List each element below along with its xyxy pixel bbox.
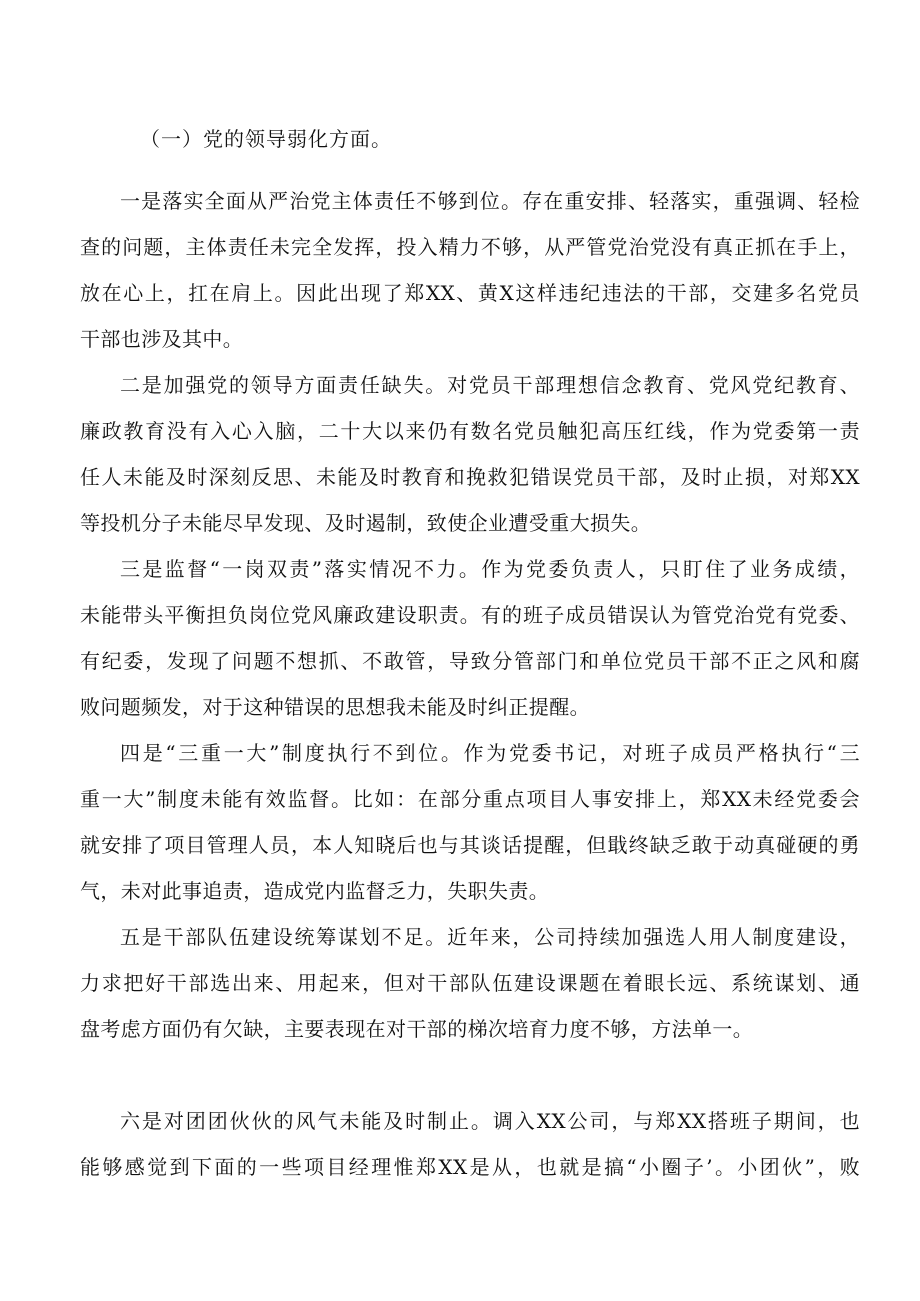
paragraph-5 bbox=[80, 914, 860, 1052]
paragraph-line: 四是“三重一大”制度执行不到位。作为党委书记，对班子成员严格执行“三 bbox=[120, 741, 860, 765]
paragraph-line: 未能带头平衡担负岗位党风廉政建设职责。有的班子成员错误认为管党治党有党委、 bbox=[80, 603, 860, 627]
paragraph-line: 放在心上，扛在肩上。因此出现了郑XX、黄X这样违纪违法的干部，交建多名党员 bbox=[80, 281, 860, 305]
paragraph-line: 一是落实全面从严治党主体责任不够到位。存在重安排、轻落实，重强调、轻检 bbox=[120, 189, 860, 213]
paragraph-line: 力求把好干部选出来、用起来，但对干部队伍建设课题在着眼长远、系统谋划、通 bbox=[80, 971, 860, 995]
paragraph-line: 败问题频发，对于这种错误的思想我未能及时纠正提醒。 bbox=[80, 695, 590, 719]
paragraph-line: 三是监督“一岗双责”落实情况不力。作为党委负责人，只盯住了业务成绩， bbox=[120, 557, 860, 581]
paragraph-line: 盘考虑方面仍有欠缺，主要表现在对干部的梯次培育力度不够，方法单一。 bbox=[80, 1017, 754, 1041]
paragraph-line: 六是对团团伙伙的风气未能及时制止。调入XX公司，与郑XX搭班子期间，也 bbox=[120, 1109, 860, 1133]
paragraph-line: 廉政教育没有入心入脑，二十大以来仍有数名党员触犯高压红线，作为党委第一责 bbox=[80, 419, 860, 443]
paragraph-line: 气，未对此事追责，造成党内监督乏力，失职失责。 bbox=[80, 879, 550, 903]
paragraph-line: 能够感觉到下面的一些项目经理惟郑XX是从，也就是搞“小圈子’。小团伙”，败 bbox=[80, 1155, 860, 1179]
paragraph-4 bbox=[80, 730, 860, 914]
paragraph-line: 五是干部队伍建设统筹谋划不足。近年来，公司持续加强选人用人制度建设， bbox=[120, 925, 860, 949]
paragraph-line: 重一大”制度未能有效监督。比如：在部分重点项目人事安排上，郑XX未经党委会 bbox=[80, 787, 860, 811]
paragraph-line: 就安排了项目管理人员，本人知晓后也与其谈话提醒，但戢终缺乏敢于动真碰硬的勇 bbox=[80, 833, 860, 857]
paragraph-line: 二是加强党的领导方面责任缺失。对党员干部理想信念教育、党风党纪教育、 bbox=[120, 373, 860, 397]
paragraph-line: 有纪委，发现了问题不想抓、不敢管，导致分管部门和单位党员干部不正之风和腐 bbox=[80, 649, 860, 673]
paragraph-1 bbox=[80, 178, 860, 362]
section-heading: （一）党的领导弱化方面。 bbox=[140, 127, 392, 151]
paragraph-2 bbox=[80, 362, 860, 546]
paragraph-line: 任人未能及时深刻反思、未能及时教育和挽救犯错误党员干部，及时止损，对郑XX bbox=[80, 465, 860, 489]
paragraph-3 bbox=[80, 546, 860, 730]
paragraph-line: 查的问题，主体责任未完全发挥，投入精力不够，从严管党治党没有真正抓在手上， bbox=[80, 235, 860, 259]
paragraph-6 bbox=[80, 1098, 860, 1190]
paragraph-line: 干部也涉及其中。 bbox=[80, 327, 244, 351]
paragraph-line: 等投机分子未能尽早发现、及时遏制，致使企业遭受重大损失。 bbox=[80, 511, 652, 535]
